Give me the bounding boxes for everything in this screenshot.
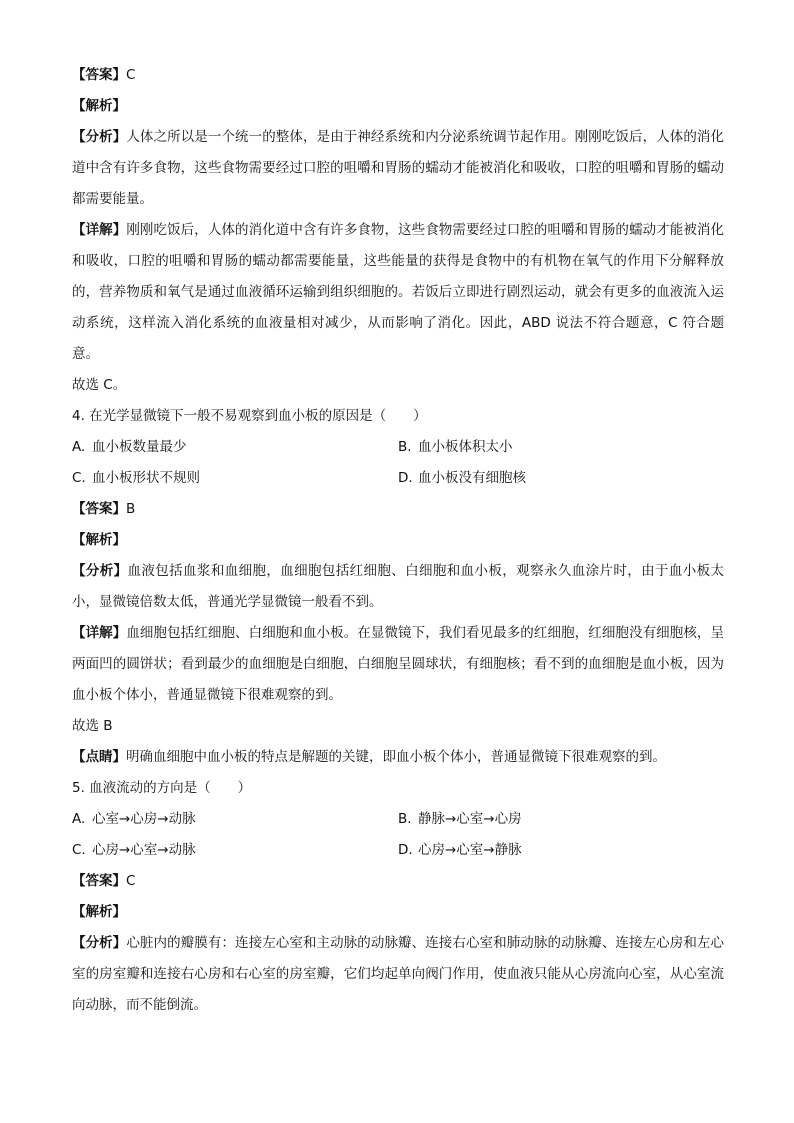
option-text: 血小板体积太小 [418, 439, 513, 455]
analysis-tag: 【解析】 [72, 904, 126, 920]
detail-text: 刚刚吃饭后，人体的消化道中含有许多食物，这些食物需要经过口腔的咀嚼和胃肠的蠕动才能被消化和吸收，口腔的咀嚼和胃肠的蠕动都需要能量，这些能量的获得是食物中的有机物在氧气的作用下分解释放的，营养物质和氧气是通过血液循环运输到组织细胞的。若饭后立即进行剧烈运动，就会有更多的血液流入运动系统，这样流入消化系统的血液量相对减少，从而影响了消化。因此，ABD 说法不符合题意，C 符合题意。 [72, 222, 725, 362]
option-text: 血小板没有细胞核 [418, 470, 526, 486]
q3-detail [72, 215, 724, 370]
option-letter: A. [72, 811, 86, 827]
answer-value: C [126, 67, 136, 83]
q5-option-c [72, 835, 398, 866]
answer-tag: 【答案】 [72, 67, 126, 83]
option-text: 血小板形状不规则 [92, 470, 200, 486]
q5-stem: 5. 血液流动的方向是（ ） [72, 780, 252, 796]
q4-fenxi [72, 556, 724, 618]
option-letter: A. [72, 439, 86, 455]
q3-analysis-heading [72, 91, 724, 122]
q4-options [72, 432, 724, 494]
analysis-tag: 【解析】 [72, 532, 126, 548]
q5-options [72, 804, 724, 866]
fenxi-tag: 【分析】 [72, 129, 127, 145]
answer-value: C [126, 873, 136, 889]
dianjing-tag: 【点睛】 [72, 749, 126, 765]
q4-option-b [398, 432, 724, 463]
option-text: 心室→心房→动脉 [92, 811, 196, 827]
detail-tag: 【详解】 [72, 222, 127, 238]
q4-analysis-heading [72, 525, 724, 556]
option-letter: B. [398, 811, 412, 827]
q4-option-d [398, 463, 724, 494]
q5-analysis-heading [72, 897, 724, 928]
option-letter: C. [72, 842, 86, 858]
option-letter: B. [398, 439, 412, 455]
fenxi-text: 血液包括血浆和血细胞，血细胞包括红细胞、白细胞和血小板，观察永久血涂片时，由于血小板太小，显微镜倍数太低，普通光学显微镜一般看不到。 [72, 563, 725, 610]
fenxi-tag: 【分析】 [72, 935, 127, 951]
answer-tag: 【答案】 [72, 501, 126, 517]
q5-option-a [72, 804, 398, 835]
option-text: 静脉→心室→心房 [418, 811, 522, 827]
q3-answer [72, 60, 724, 91]
q5-option-b [398, 804, 724, 835]
fenxi-tag: 【分析】 [72, 563, 128, 579]
analysis-tag: 【解析】 [72, 98, 126, 114]
q4-conclusion: 故选 B [72, 718, 113, 734]
detail-tag: 【详解】 [72, 625, 127, 641]
q4-option-c [72, 463, 398, 494]
q4-dianjing [72, 742, 724, 773]
option-text: 心房→心室→静脉 [418, 842, 522, 858]
answer-tag: 【答案】 [72, 873, 126, 889]
fenxi-text: 人体之所以是一个统一的整体，是由于神经系统和内分泌系统调节起作用。刚刚吃饭后，人体的消化道中含有许多食物，这些食物需要经过口腔的咀嚼和胃肠的蠕动才能被消化和吸收，口腔的咀嚼和胃肠的蠕动都需要能量。 [72, 129, 725, 207]
dianjing-text: 明确血细胞中血小板的特点是解题的关键，即血小板个体小，普通显微镜下很难观察的到。 [126, 749, 666, 765]
q4-option-a [72, 432, 398, 463]
option-letter: D. [398, 470, 413, 486]
fenxi-text: 心脏内的瓣膜有：连接左心室和主动脉的动脉瓣、连接右心室和肺动脉的动脉瓣、连接左心房和左心室的房室瓣和连接右心房和右心室的房室瓣，它们均起单向阀门作用，使血液只能从心房流向心室，从心室流向动脉，而不能倒流。 [72, 935, 725, 1013]
detail-text: 血细胞包括红细胞、白细胞和血小板。在显微镜下，我们看见最多的红细胞，红细胞没有细胞核，呈两面凹的圆饼状；看到最少的血细胞是白细胞，白细胞呈圆球状，有细胞核；看不到的血细胞是血小板，因为血小板个体小，普通显微镜下很难观察的到。 [72, 625, 725, 703]
option-text: 心房→心室→动脉 [92, 842, 196, 858]
option-text: 血小板数量最少 [92, 439, 187, 455]
q5-option-d [398, 835, 724, 866]
q3-conclusion: 故选 C。 [72, 377, 127, 393]
q4-stem: 4. 在光学显微镜下一般不易观察到血小板的原因是（ ） [72, 408, 427, 424]
q5-answer [72, 866, 724, 897]
q5-fenxi [72, 928, 724, 1021]
option-letter: D. [398, 842, 413, 858]
q3-fenxi [72, 122, 724, 215]
answer-value: B [126, 501, 136, 517]
q4-detail [72, 618, 724, 711]
q4-answer [72, 494, 724, 525]
option-letter: C. [72, 470, 86, 486]
